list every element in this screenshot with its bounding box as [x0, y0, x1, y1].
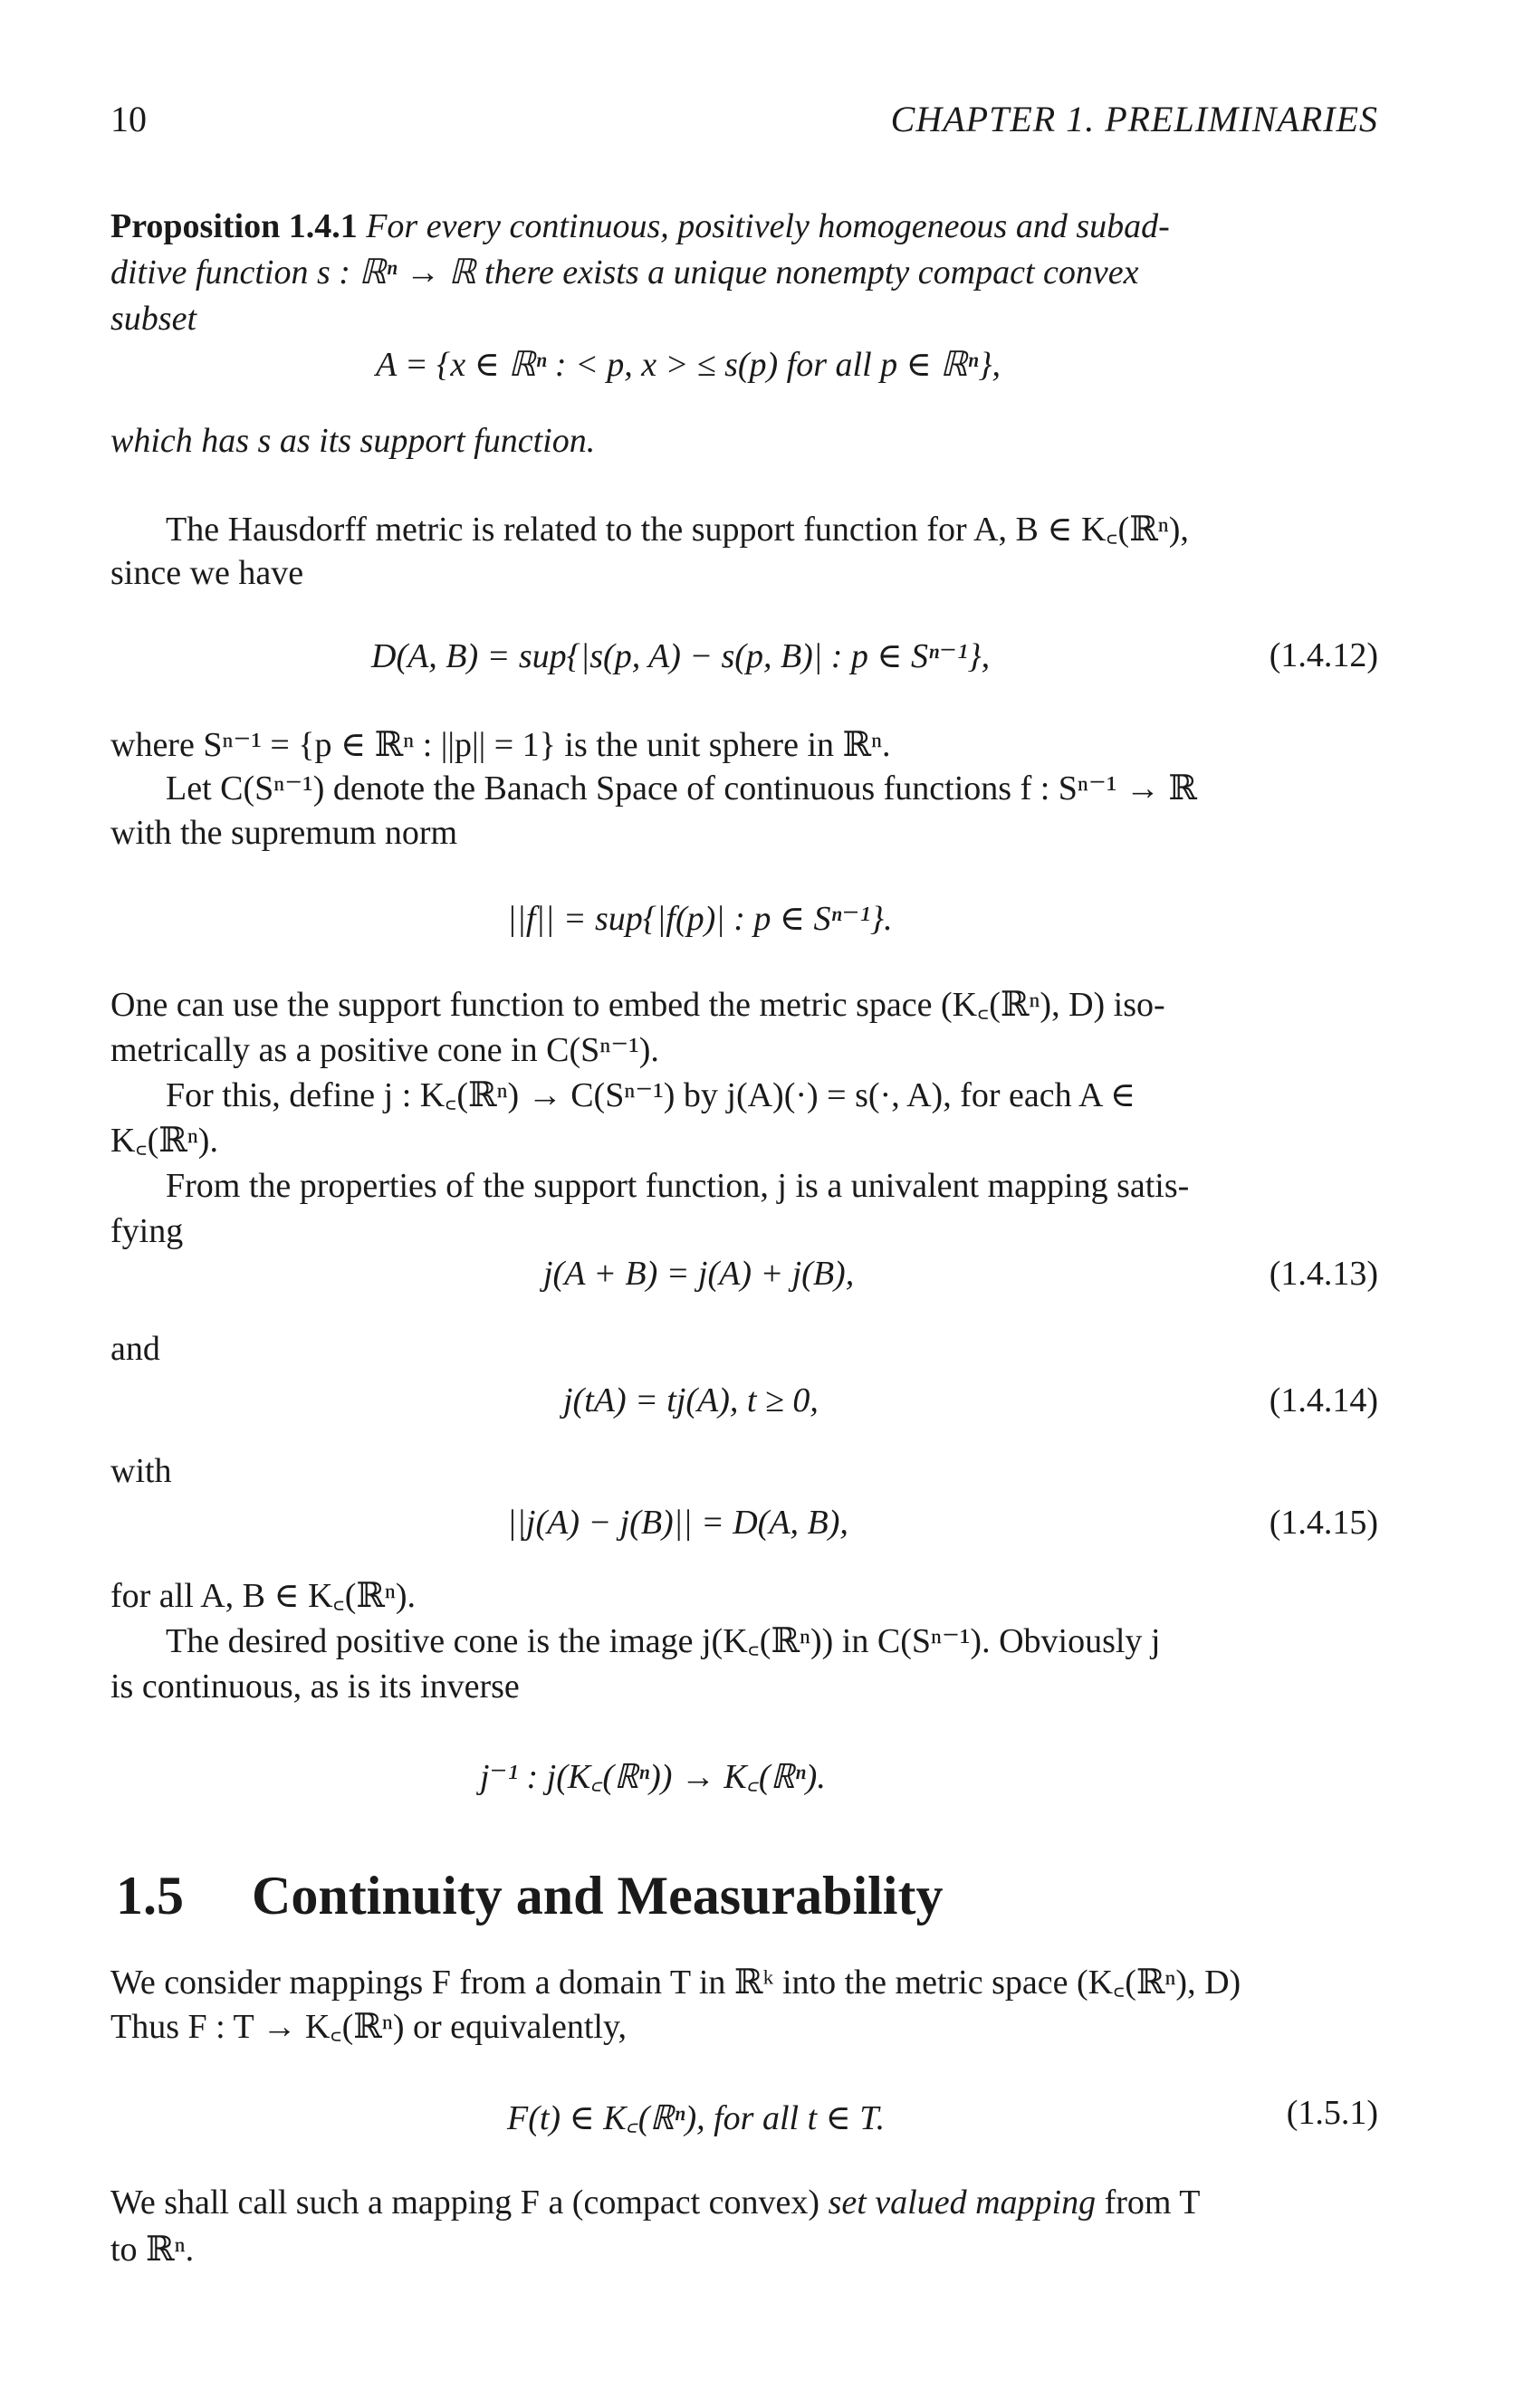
- equation-inverse: j⁻¹ : j(K꜀(ℝⁿ)) → K꜀(ℝⁿ).: [480, 1758, 826, 1796]
- equation-norm: ||f|| = sup{|f(p)| : p ∈ Sⁿ⁻¹}.: [507, 900, 893, 938]
- text-line: fying: [110, 1212, 184, 1250]
- proposition-formula: A = {x ∈ ℝⁿ : < p, x > ≤ s(p) for all p ∈ ℝⁿ},: [376, 346, 1001, 384]
- equation-number: (1.4.15): [1269, 1504, 1378, 1542]
- equation-1-4-15: ||j(A) − j(B)|| = D(A, B),: [507, 1504, 848, 1542]
- proposition-line-4: which has s as its support function.: [110, 422, 596, 460]
- equation-1-4-14: j(tA) = tj(A), t ≥ 0,: [563, 1381, 819, 1419]
- text-run: We shall call such a mapping F a (compact convex): [110, 2183, 829, 2222]
- text-run: from T: [1096, 2183, 1201, 2222]
- section-number: 1.5: [116, 1866, 184, 1925]
- text-line: [110, 2180, 1201, 2225]
- text-line: with: [110, 1452, 172, 1490]
- text-line: is continuous, as is its inverse: [110, 1667, 520, 1706]
- text-line: to ℝⁿ.: [110, 2231, 195, 2269]
- text-line: for all A, B ∈ K꜀(ℝⁿ).: [110, 1577, 417, 1615]
- text-line: where Sⁿ⁻¹ = {p ∈ ℝⁿ : ||p|| = 1} is the unit sphere in ℝⁿ.: [110, 726, 891, 764]
- text-line: K꜀(ℝⁿ).: [110, 1122, 218, 1160]
- equation-number: (1.4.13): [1269, 1255, 1378, 1293]
- text-line: since we have: [110, 554, 304, 592]
- term-emphasis: set valued mapping: [828, 2183, 1097, 2222]
- text-line: with the supremum norm: [110, 814, 458, 852]
- text-line: The desired positive cone is the image j(K꜀(ℝⁿ)) in C(Sⁿ⁻¹). Obviously j: [166, 1622, 1161, 1660]
- equation-1-5-1: F(t) ∈ K꜀(ℝⁿ), for all t ∈ T.: [507, 2099, 886, 2137]
- equation-number: (1.5.1): [1286, 2094, 1378, 2132]
- text-line: We consider mappings F from a domain T in ℝᵏ into the metric space (K꜀(ℝⁿ), D): [110, 1964, 1241, 2002]
- text-line: From the properties of the support function, j is a univalent mapping satis-: [166, 1167, 1190, 1205]
- section-heading: [116, 1865, 943, 1927]
- equation-number: (1.4.12): [1269, 636, 1378, 674]
- text-line: The Hausdorff metric is related to the support function for A, B ∈ K꜀(ℝⁿ),: [166, 511, 1189, 549]
- text-line: metrically as a positive cone in C(Sⁿ⁻¹).: [110, 1031, 659, 1069]
- text-line: Thus F : T → K꜀(ℝⁿ) or equivalently,: [110, 2008, 627, 2046]
- page-number: 10: [110, 99, 147, 139]
- text-line: For this, define j : K꜀(ℝⁿ) → C(Sⁿ⁻¹) by j(A)(·) = s(·, A), for each A ∈: [166, 1076, 1136, 1114]
- equation-1-4-12: D(A, B) = sup{|s(p, A) − s(p, B)| : p ∈ Sⁿ⁻¹},: [371, 637, 991, 675]
- text-line: One can use the support function to embed the metric space (K꜀(ℝⁿ), D) iso-: [110, 986, 1165, 1024]
- proposition-line-1: [110, 204, 1170, 249]
- proposition-line-3: subset: [110, 300, 196, 338]
- text-line: and: [110, 1330, 160, 1368]
- section-title: Continuity and Measurability: [252, 1866, 944, 1925]
- text-line: Let C(Sⁿ⁻¹) denote the Banach Space of continuous functions f : Sⁿ⁻¹ → ℝ: [166, 769, 1197, 807]
- proposition-label: Proposition 1.4.1: [110, 207, 358, 245]
- proposition-text: For every continuous, positively homogeneous and subad-: [366, 207, 1170, 245]
- running-header: CHAPTER 1. PRELIMINARIES: [890, 99, 1378, 139]
- equation-number: (1.4.14): [1269, 1381, 1378, 1419]
- equation-1-4-13: j(A + B) = j(A) + j(B),: [543, 1255, 855, 1293]
- proposition-line-2: ditive function s : ℝⁿ → ℝ there exists a unique nonempty compact convex: [110, 253, 1139, 291]
